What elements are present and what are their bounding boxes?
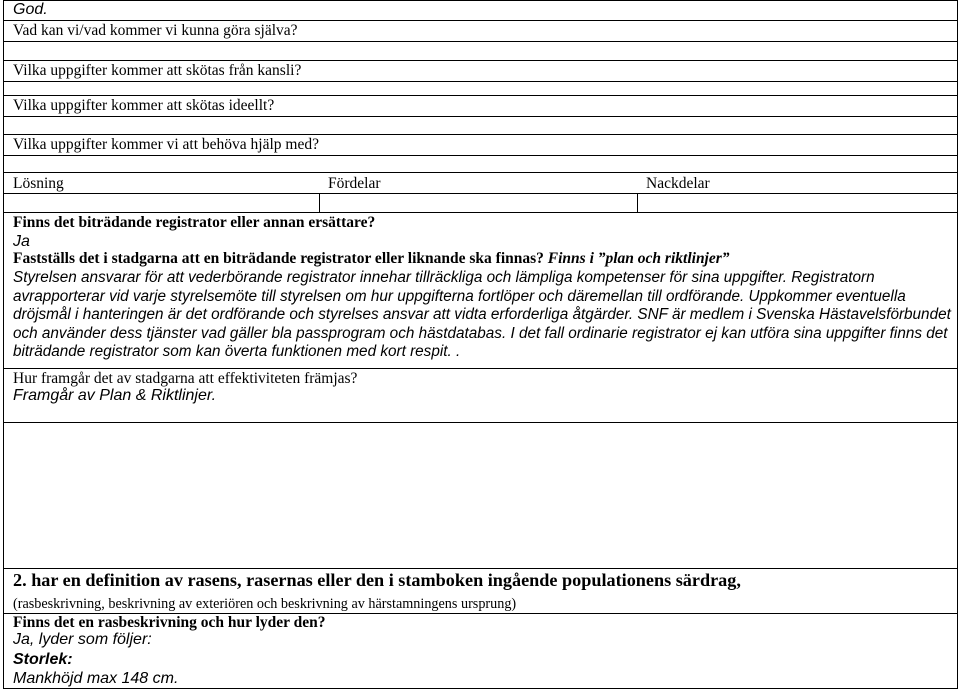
row-blank[interactable]: [3, 155, 958, 172]
answer-text: Framgår av Plan & Riktlinjer.: [13, 387, 217, 404]
table-body-row[interactable]: [3, 193, 958, 212]
question-text: Hur framgår det av stadgarna att effektiviteten främjas?: [13, 370, 358, 387]
answer-text: Finns i ”plan och riktlinjer”: [547, 250, 730, 267]
size-label: Storlek:: [13, 651, 73, 668]
efficiency-answer-box[interactable]: [3, 422, 958, 568]
row-question-office: [3, 60, 958, 81]
answer-paragraph: Styrelsen ansvarar för att vederbörande registrator innehar tillräckliga och lämpliga kompetenser för sina uppgifter. Registratorn avrapporterar vid varje styrelsemöte till styrelsen om hur uppgifterna fortlöper och däremellan till ordförande. Uppkommer eventuella dröjsmål i hanteringen är det ordförande och styrelses ansvar att vidta erforderliga åtgärder. SNF är medlem i Svenska Hästavelsförbundet och använder dess tjänster vad gäller bla passprogram och hästdatabas. I det fall ordinarie registrator ej kan utföra sina uppgifter finns det biträdande registrator som kan överta funktionen med kort respit. .: [13, 269, 951, 361]
question-text: Finns det en rasbeskrivning och hur lyder den?: [13, 614, 326, 631]
row-blank[interactable]: [3, 81, 958, 95]
question-text: Finns det biträdande registrator eller annan ersättare?: [13, 214, 376, 231]
question-text: Fastställs det i stadgarna att en biträdande registrator eller liknande ska finnas?: [13, 250, 544, 267]
column-divider: [319, 193, 320, 212]
answer-text: God.: [13, 1, 48, 18]
statute-line: [13, 250, 730, 268]
answer-text: Ja, lyder som följer:: [13, 631, 152, 648]
row-blank[interactable]: [3, 116, 958, 134]
column-header-solution: Lösning: [13, 175, 64, 192]
column-header-pros: Fördelar: [328, 175, 381, 192]
deputy-section: [3, 212, 958, 368]
height-value: Mankhöjd max 148 cm.: [13, 670, 179, 687]
question-text: Vilka uppgifter kommer att skötas från kansli?: [13, 62, 302, 79]
answer-text: Ja: [13, 233, 30, 250]
table-header-row: [3, 172, 958, 193]
question-text: Vilka uppgifter kommer att skötas ideellt?: [13, 97, 275, 114]
row-question-ideal: [3, 95, 958, 116]
row-blank[interactable]: [3, 41, 958, 60]
row-question-self: [3, 20, 958, 41]
section-subheading: (rasbeskrivning, beskrivning av exteriören och beskrivning av härstamningens ursprung): [13, 596, 517, 612]
question-text: Vilka uppgifter kommer vi att behöva hjälp med?: [13, 136, 319, 153]
column-divider: [637, 193, 638, 212]
column-header-cons: Nackdelar: [646, 175, 710, 192]
section-heading: 2. har en definition av rasens, rasernas eller den i stamboken ingående populationens särdrag,: [13, 570, 741, 590]
question-text: Vad kan vi/vad kommer vi kunna göra själva?: [13, 22, 298, 39]
section2-answer: [3, 613, 958, 689]
row-god: [3, 0, 958, 20]
row-question-help: [3, 134, 958, 155]
